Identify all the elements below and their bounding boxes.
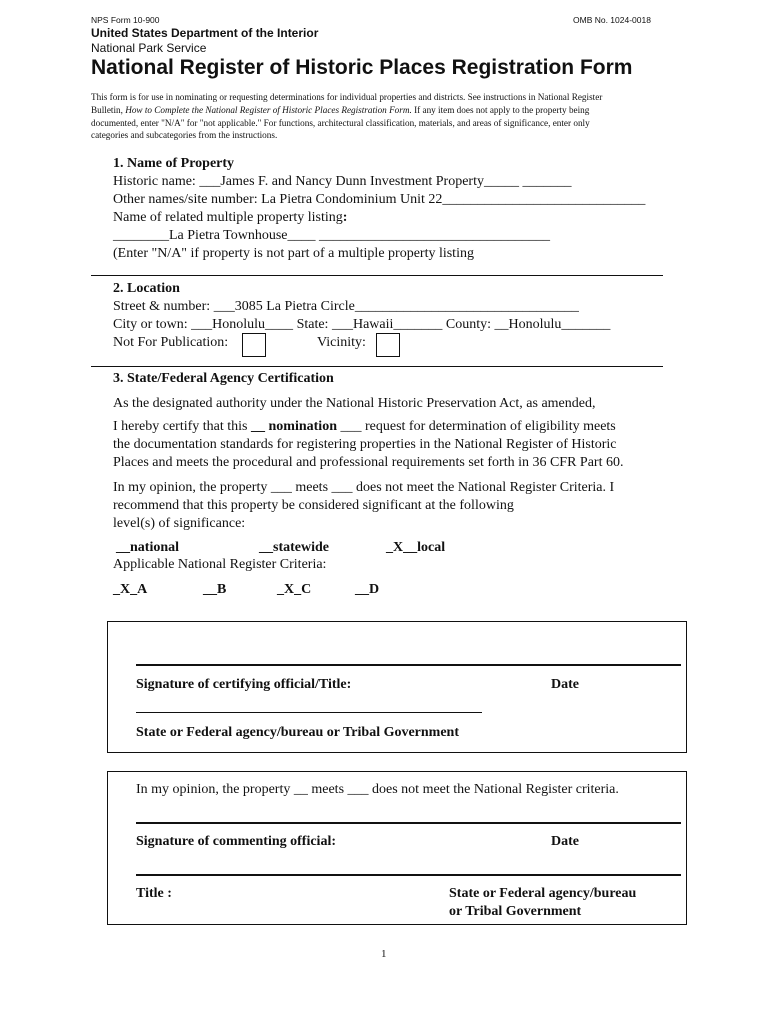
service-name: National Park Service <box>91 41 207 55</box>
criteria-b[interactable]: __B <box>203 582 227 597</box>
intro-line-3: documented, enter "N/A" for "not applicable." For functions, architectural classification, materials, and areas of significance, enter only <box>91 118 590 128</box>
section-1-heading: 1. Name of Property <box>113 156 235 171</box>
form-number: NPS Form 10-900 <box>91 15 160 25</box>
commenting-agency-line-1: State or Federal agency/bureau <box>449 886 637 901</box>
level-national[interactable]: __national <box>116 540 180 555</box>
intro-line-2: Bulletin, How to Complete the National Register of Historic Places Registration Form. If any item does not apply to the property being <box>91 105 590 115</box>
commenting-signature-label: Signature of commenting official: <box>136 834 336 849</box>
other-names-field[interactable]: La Pietra Condominium Unit 22_____________________________ <box>261 192 646 207</box>
enter-na-note: (Enter "N/A" if property is not part of a multiple property listing <box>113 246 474 261</box>
city-row <box>113 316 610 334</box>
commenting-opinion: In my opinion, the property __ meets ___ does not meet the National Register criteria. <box>136 782 619 797</box>
title-line[interactable] <box>136 874 681 876</box>
certifying-agency-label: State or Federal agency/bureau or Tribal Government <box>136 725 460 740</box>
section-divider <box>91 275 663 276</box>
certifying-date-label: Date <box>551 677 579 692</box>
signature-line[interactable] <box>136 664 681 666</box>
criteria-d[interactable]: __D <box>355 582 380 597</box>
city-label: City or town: <box>113 317 188 332</box>
certify-line-3: Places and meets the procedural and professional requirements set forth in 36 CFR Part 60. <box>113 455 624 470</box>
county-label: County: <box>442 317 492 332</box>
page-title: National Register of Historic Places Registration Form <box>91 56 633 79</box>
vicinity-label: Vicinity: <box>317 335 366 350</box>
level-local[interactable]: _X__local <box>386 540 446 555</box>
section-2-heading: 2. Location <box>113 281 180 296</box>
certifying-signature-label: Signature of certifying official/Title: <box>136 677 352 692</box>
department-name: United States Department of the Interior <box>91 26 319 40</box>
not-for-publication-label: Not For Publication: <box>113 335 229 350</box>
section-3-heading: 3. State/Federal Agency Certification <box>113 371 334 386</box>
level-statewide[interactable]: __statewide <box>259 540 329 555</box>
opinion-line-1: In my opinion, the property ___ meets ___ does not meet the National Register Criteria. I <box>113 480 615 495</box>
commenting-agency-line-2: or Tribal Government <box>449 904 582 919</box>
certify-line-1: I hereby certify that this __ nomination ___ request for determination of eligibility meets <box>113 419 616 434</box>
criteria-a[interactable]: _X_A <box>113 582 148 597</box>
not-for-publication-checkbox[interactable] <box>242 333 266 357</box>
agency-line[interactable] <box>136 712 482 713</box>
city-field[interactable]: ___Honolulu____ <box>191 317 294 332</box>
page-number: 1 <box>381 948 387 960</box>
intro-line-1: This form is for use in nominating or requesting determinations for individual properties and districts. See instructions in National Register <box>91 92 603 102</box>
related-listing-label: Name of related multiple property listing: <box>113 210 348 225</box>
certify-line-2: the documentation standards for registering properties in the National Register of Historic <box>113 437 617 452</box>
intro-line-4: categories and subcategories from the instructions. <box>91 130 278 140</box>
vicinity-checkbox[interactable] <box>376 333 400 357</box>
historic-name-row <box>113 173 571 191</box>
street-field[interactable]: ___3085 La Pietra Circle________________________________ <box>213 299 579 314</box>
state-field[interactable]: ___Hawaii_______ <box>331 317 443 332</box>
related-listing-field[interactable]: ________La Pietra Townhouse____ _________________________________ <box>113 228 551 243</box>
county-field[interactable]: __Honolulu_______ <box>494 317 611 332</box>
section-divider <box>91 366 663 367</box>
commenting-title-label: Title : <box>136 886 172 901</box>
historic-name-label: Historic name: <box>113 174 196 189</box>
state-label: State: <box>293 317 329 332</box>
opinion-line-2: recommend that this property be considered significant at the following <box>113 498 514 513</box>
criteria-c[interactable]: _X_C <box>277 582 312 597</box>
omb-number: OMB No. 1024-0018 <box>573 15 651 25</box>
other-names-label: Other names/site number: <box>113 192 258 207</box>
signature-line[interactable] <box>136 822 681 824</box>
opinion-line-3: level(s) of significance: <box>113 516 246 531</box>
commenting-date-label: Date <box>551 834 579 849</box>
authority-statement: As the designated authority under the National Historic Preservation Act, as amended, <box>113 396 596 411</box>
historic-name-field[interactable]: ___James F. and Nancy Dunn Investment Property_____ _______ <box>199 174 572 189</box>
applicable-criteria-label: Applicable National Register Criteria: <box>113 557 327 572</box>
street-row <box>113 298 579 316</box>
other-names-row <box>113 191 645 209</box>
street-label: Street & number: <box>113 299 211 314</box>
